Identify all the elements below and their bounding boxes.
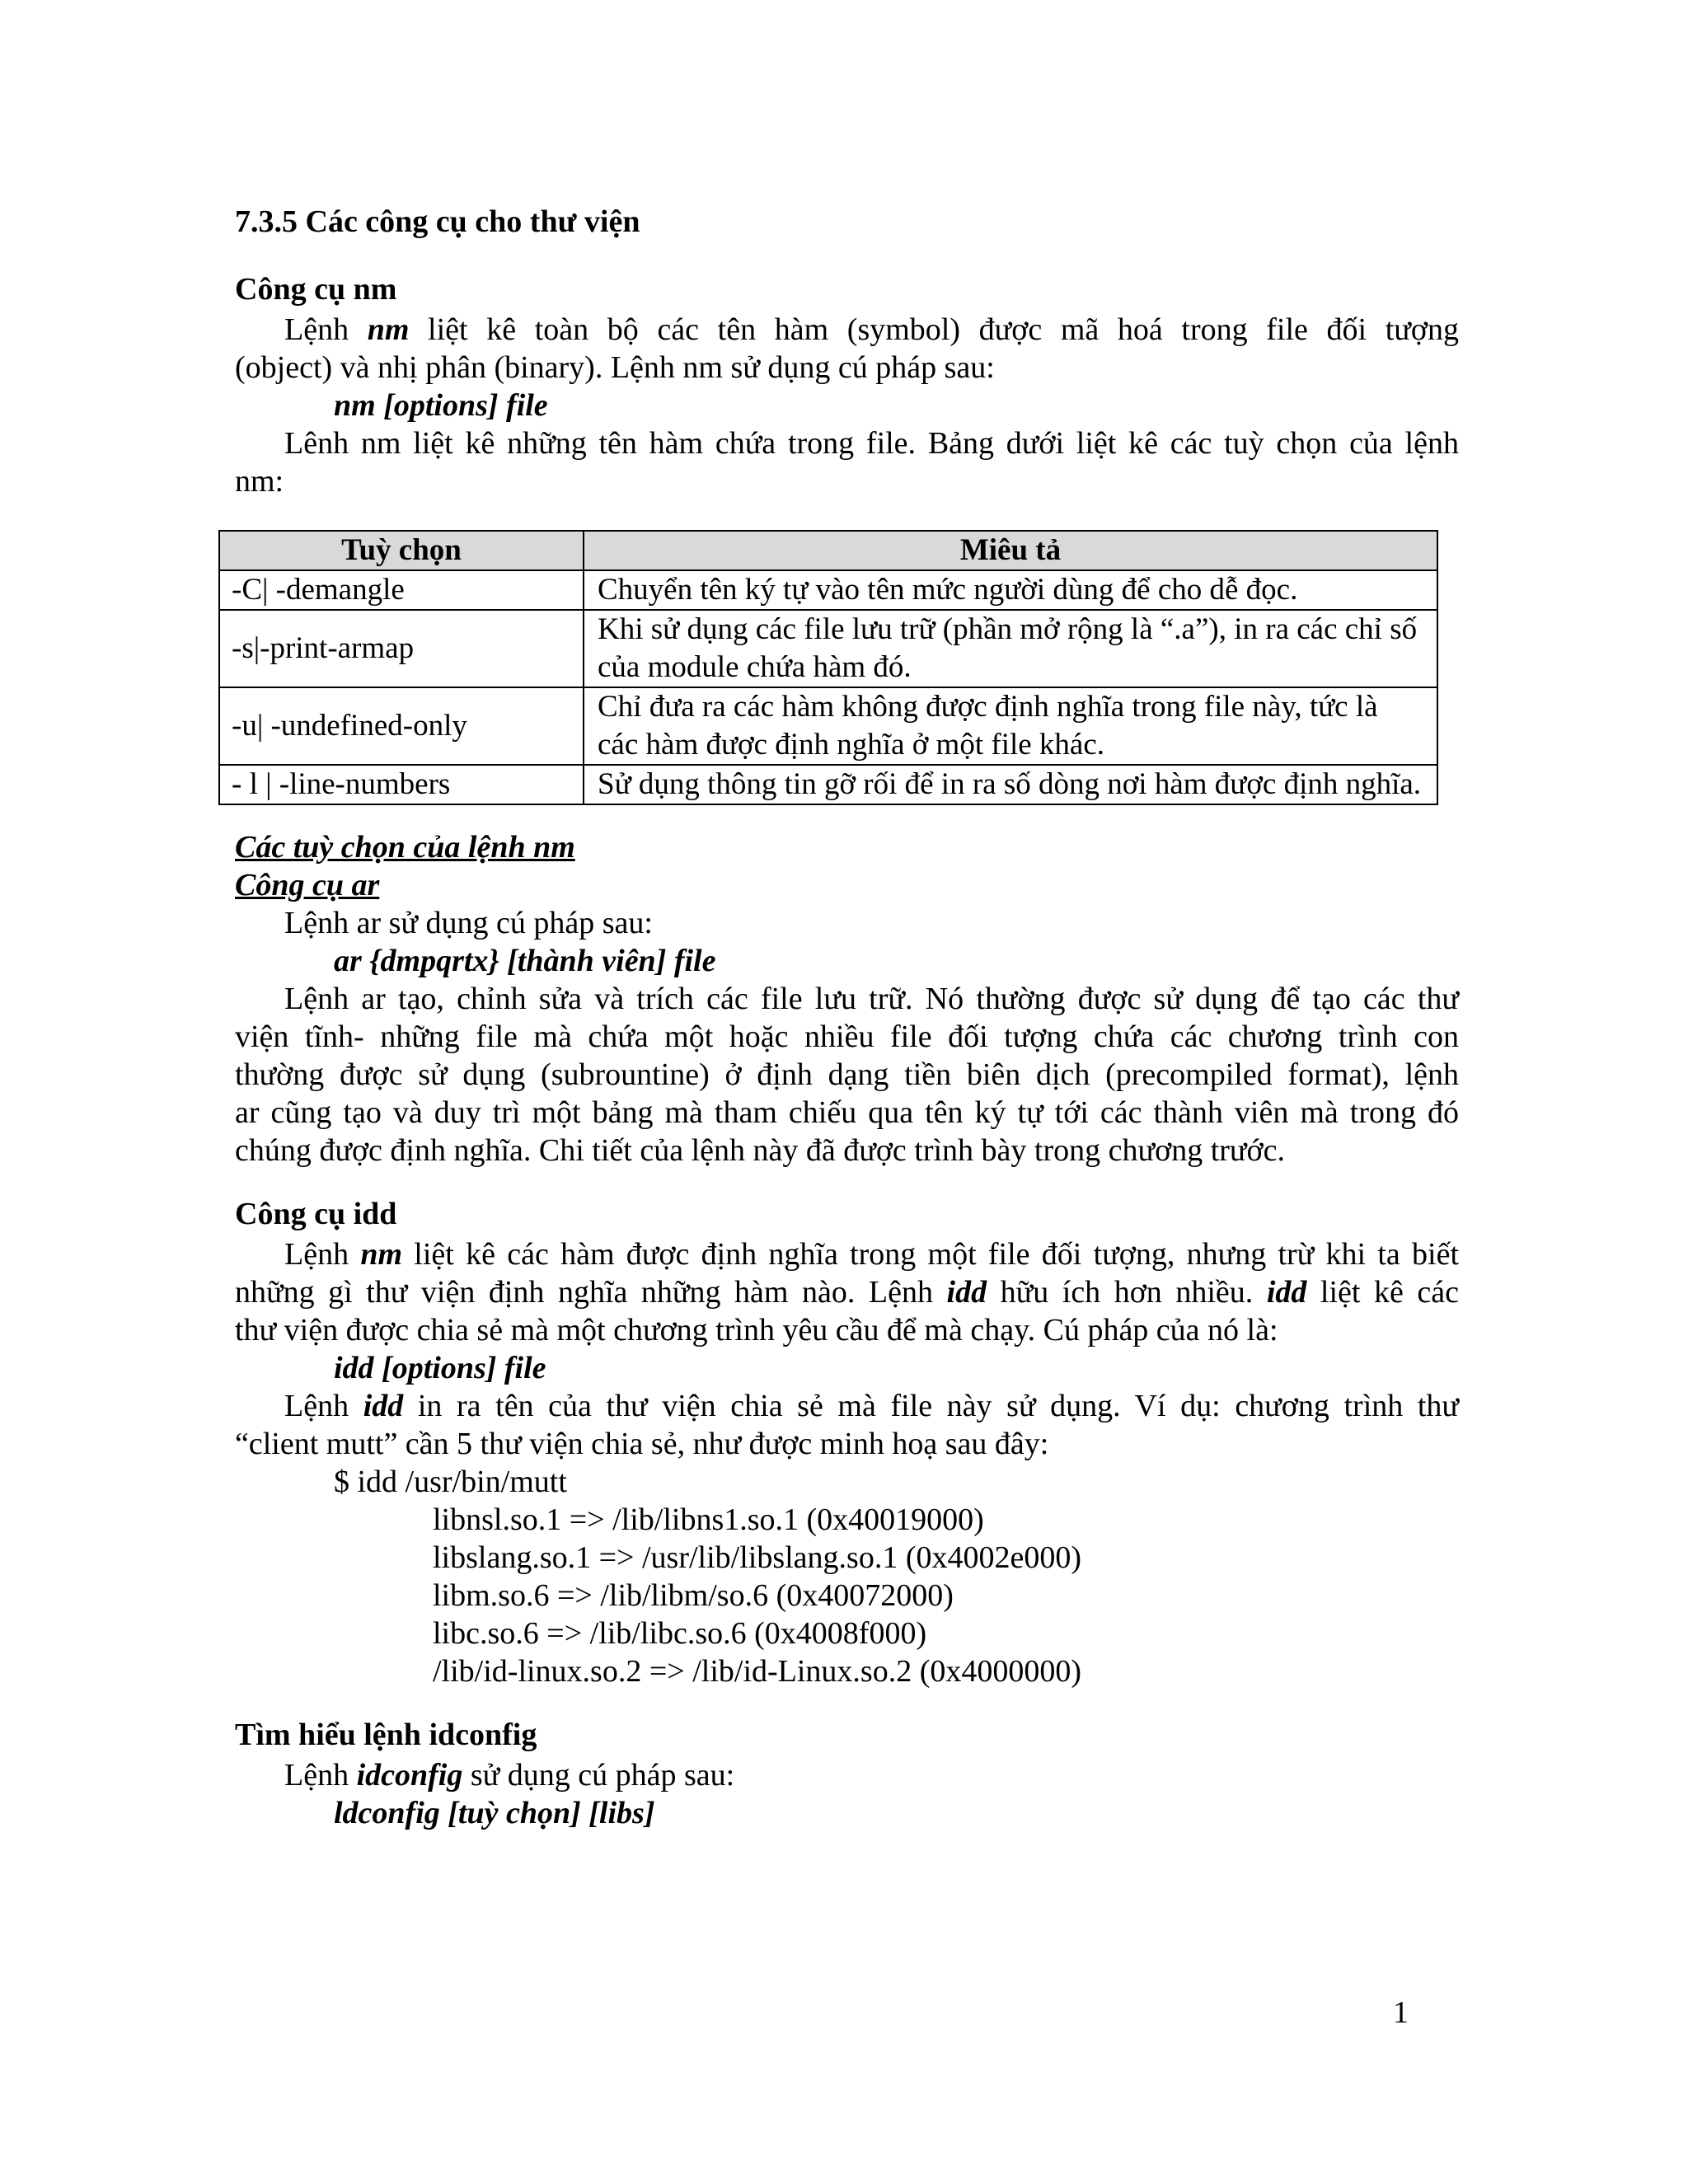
nm-command-name: nm: [360, 1237, 403, 1272]
idconfig-intro: [235, 1756, 1459, 1794]
idd-output-line: libslang.so.1 => /usr/lib/libslang.so.1 (0x4002e000): [433, 1540, 1081, 1575]
table-row: [219, 610, 1437, 687]
idconfig-command-name: idconfig: [356, 1758, 463, 1793]
text-span: hữu ích hơn nhiều.: [987, 1275, 1267, 1310]
text-span: liệt kê các: [1306, 1275, 1459, 1310]
table-cell-description: Khi sử dụng các file lưu trữ (phần mở rộng là “.a”), in ra các chỉ số của module chứa hàm đó.: [584, 610, 1437, 687]
idd-p1-line3: thư viện được chia sẻ mà một chương trình yêu cầu để mà chạy. Cú pháp của nó là:: [235, 1313, 1278, 1347]
table-cell-option: - l | -line-numbers: [219, 765, 584, 804]
idconfig-heading: Tìm hiểu lệnh idconfig: [235, 1718, 537, 1752]
ar-desc-line: chúng được định nghĩa. Chi tiết của lệnh này đã được trình bày trong chương trước.: [235, 1133, 1285, 1168]
idd-heading: Công cụ idd: [235, 1197, 397, 1231]
document-page: [232, 185, 1460, 1832]
ar-desc-line: ar cũng tạo và duy trì một bảng mà tham chiếu qua tên ký tự tới các thành viên mà trong đó: [235, 1095, 1459, 1130]
table-cell-description: Chỉ đưa ra các hàm không được định nghĩa trong file này, tức là các hàm được định nghĩa ở một file khác.: [584, 687, 1437, 765]
nm-desc-line1: Lênh nm liệt kê những tên hàm chứa trong file. Bảng dưới liệt kê các tuỳ chọn của lệnh: [284, 426, 1459, 461]
nm-heading: Công cụ nm: [235, 272, 397, 307]
idd-command-name: idd: [946, 1275, 987, 1310]
ar-intro: Lệnh ar sử dụng cú pháp sau:: [284, 906, 653, 940]
idd-p1-line1: [235, 1235, 1459, 1273]
table-cell-description: Sử dụng thông tin gỡ rối để in ra số dòng nơi hàm được định nghĩa.: [584, 765, 1437, 804]
text-span: Lệnh: [284, 312, 368, 347]
text-span: Lệnh: [284, 1237, 361, 1272]
text-span: in ra tên của thư viện chia sẻ mà file này sử dụng. Ví dụ: chương trình thư: [403, 1389, 1460, 1423]
table-cell-option: -u| -undefined-only: [219, 687, 584, 765]
text-span: những gì thư viện định nghĩa những hàm nào. Lệnh: [235, 1275, 947, 1310]
table-row: [219, 570, 1437, 610]
idd-output-line: libc.so.6 => /lib/libc.so.6 (0x4008f000): [433, 1616, 927, 1651]
idd-command: $ idd /usr/bin/mutt: [334, 1465, 567, 1499]
page-number: 1: [1393, 1995, 1409, 2030]
ar-desc-line: viện tĩnh- những file mà chứa một hoặc nhiều file đối tượng chứa các chương trình con: [235, 1019, 1459, 1054]
idd-output-line: /lib/id-linux.so.2 => /lib/id-Linux.so.2 (0x4000000): [433, 1654, 1082, 1689]
text-span: liệt kê toàn bộ các tên hàm (symbol) được mã hoá trong file đối tượng: [409, 312, 1459, 347]
table-header-row: [219, 531, 1437, 570]
idd-p2-line1: [235, 1387, 1459, 1425]
ar-heading: Công cụ ar: [235, 868, 380, 902]
table-cell-option: -C| -demangle: [219, 570, 584, 610]
idd-p2-line2: “client mutt” cần 5 thư viện chia sẻ, như được minh hoạ sau đây:: [235, 1427, 1049, 1461]
nm-syntax: nm [options] file: [334, 388, 548, 423]
table-header-option: Tuỳ chọn: [219, 531, 584, 570]
ar-syntax: ar {dmpqrtx} [thành viên] file: [334, 944, 716, 978]
idd-command-name: idd: [363, 1389, 404, 1423]
nm-intro-line2: (object) và nhị phân (binary). Lệnh nm sử dụng cú pháp sau:: [235, 350, 995, 385]
table-cell-option: -s|-print-armap: [219, 610, 584, 687]
table-cell-description: Chuyển tên ký tự vào tên mức người dùng để cho dễ đọc.: [584, 570, 1437, 610]
idconfig-syntax: ldconfig [tuỳ chọn] [libs]: [334, 1796, 655, 1830]
nm-desc-line2: nm:: [235, 464, 284, 499]
ar-desc-line: Lệnh ar tạo, chỉnh sửa và trích các file lưu trữ. Nó thường được sử dụng để tạo các thư: [284, 982, 1459, 1016]
nm-options-table: [218, 530, 1438, 805]
ar-desc-line: thường được sử dụng (subrountine) ở định dạng tiền biên dịch (precompiled format), lệnh: [235, 1057, 1459, 1092]
idd-p1-line2: [235, 1273, 1459, 1311]
idd-syntax: idd [options] file: [334, 1351, 546, 1385]
text-span: Lệnh: [284, 1758, 357, 1793]
idd-output-line: libm.so.6 => /lib/libm/so.6 (0x40072000): [433, 1578, 954, 1613]
table-row: [219, 765, 1437, 804]
text-span: sử dụng cú pháp sau:: [462, 1758, 735, 1793]
nm-command-name: nm: [367, 312, 410, 347]
table-row: [219, 687, 1437, 765]
text-span: liệt kê các hàm được định nghĩa trong một file đối tượng, nhưng trừ khi ta biết: [402, 1237, 1460, 1272]
text-span: Lệnh: [284, 1389, 363, 1423]
section-title: 7.3.5 Các công cụ cho thư viện: [235, 204, 640, 239]
nm-table-caption: Các tuỳ chọn của lệnh nm: [235, 830, 575, 865]
table-header-description: Miêu tả: [584, 531, 1437, 570]
idd-command-name: idd: [1266, 1275, 1307, 1310]
nm-intro-line1: [235, 311, 1459, 349]
idd-output-line: libnsl.so.1 => /lib/libns1.so.1 (0x40019000): [433, 1502, 984, 1537]
